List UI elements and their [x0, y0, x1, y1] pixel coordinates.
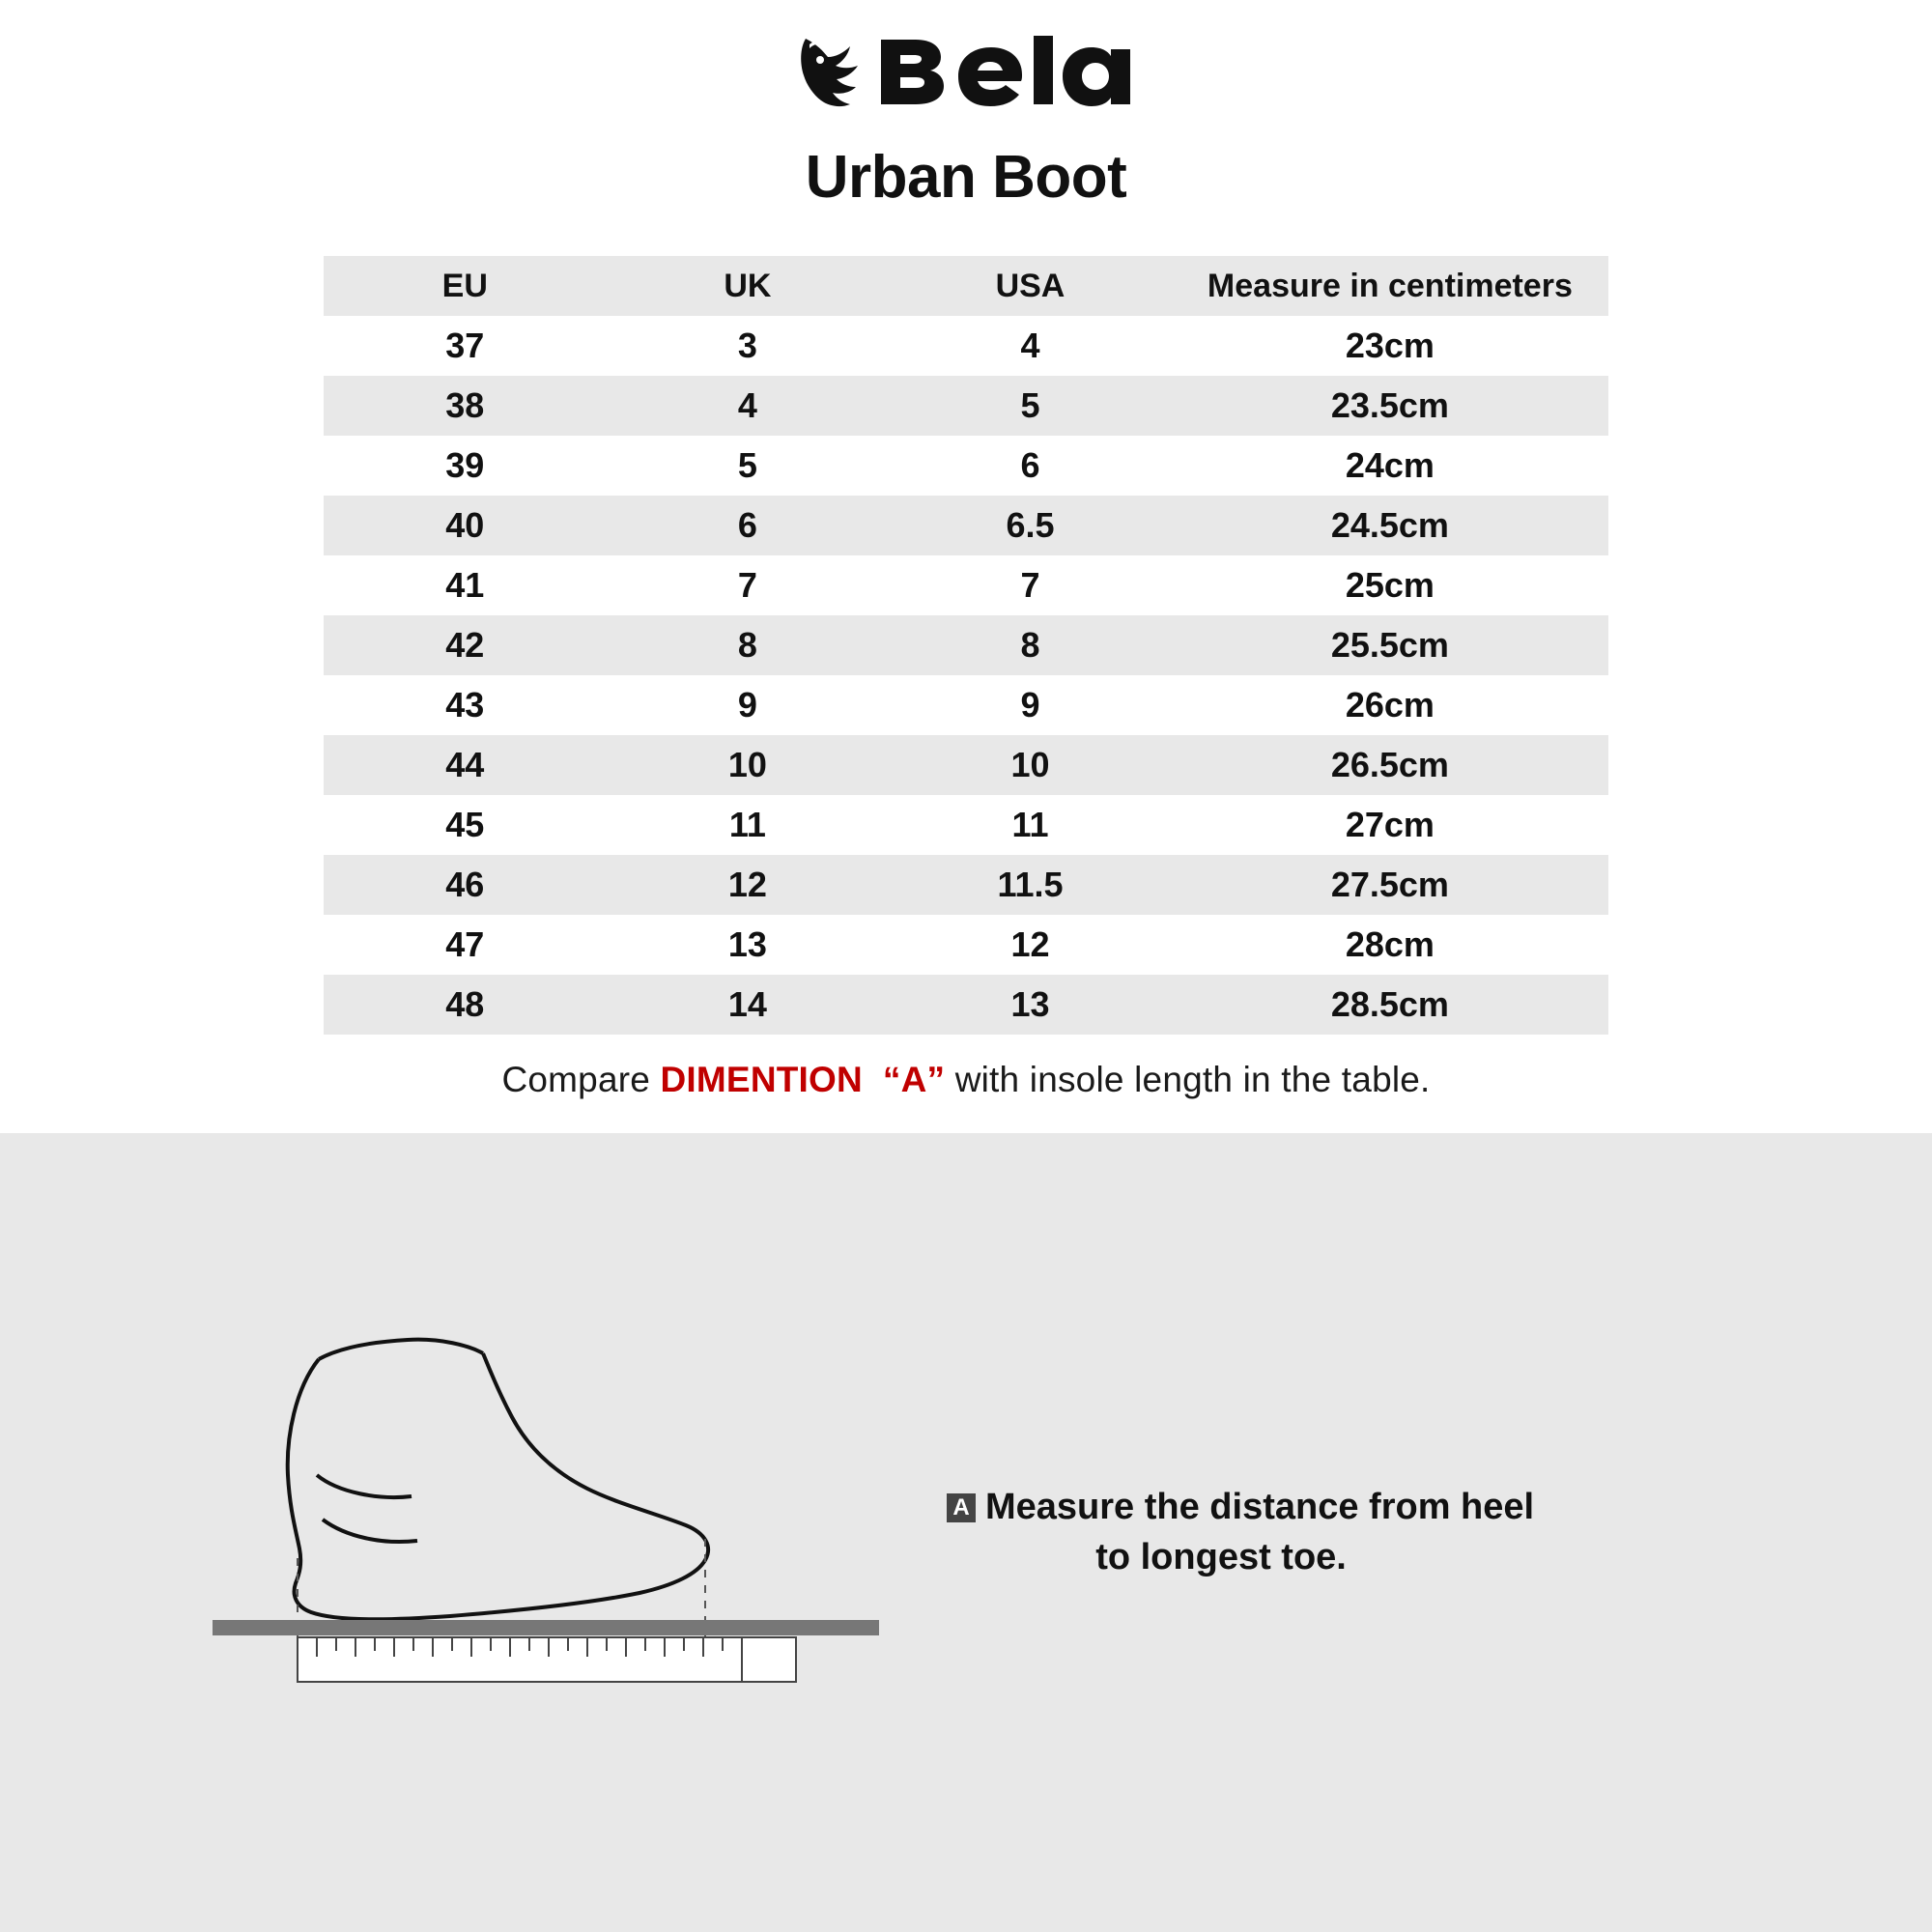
table-row [324, 555, 1608, 615]
cell-cm: 24cm [1345, 445, 1435, 485]
measure-instruction-line2: to longest toe. [1095, 1536, 1347, 1577]
page-header [0, 0, 1932, 212]
cell-uk: 6 [607, 496, 890, 555]
page-title: Urban Boot [805, 144, 1127, 211]
column-header-cm: Measure in centimeters [1172, 256, 1608, 316]
compare-note-part2: with insole length in the table. [945, 1060, 1431, 1099]
cell-eu: 46 [324, 855, 607, 915]
cell-uk: 13 [727, 924, 767, 964]
cell-eu: 42 [324, 615, 607, 675]
table-row [324, 735, 1608, 795]
cell-cm: 26.5cm [1172, 735, 1608, 795]
cell-uk: 9 [737, 685, 757, 724]
compare-note-dimension: DIMENTION [660, 1060, 863, 1099]
cell-uk: 7 [737, 565, 757, 605]
table-row [324, 615, 1608, 675]
cell-uk: 8 [607, 615, 890, 675]
table-row [324, 436, 1608, 496]
cell-usa: 6.5 [889, 496, 1172, 555]
cell-usa: 10 [889, 735, 1172, 795]
cell-eu: 37 [445, 326, 485, 365]
size-table [324, 256, 1608, 1035]
cell-cm: 27.5cm [1172, 855, 1608, 915]
table-row [324, 675, 1608, 735]
compare-note-letter: “A” [882, 1060, 946, 1099]
table-body [324, 316, 1608, 1035]
cell-usa: 6 [1020, 445, 1040, 485]
compare-note-part1: Compare [501, 1060, 661, 1099]
cell-cm: 27cm [1345, 805, 1435, 844]
cell-eu: 40 [324, 496, 607, 555]
cell-uk: 10 [607, 735, 890, 795]
cell-eu: 45 [445, 805, 485, 844]
cell-cm: 25.5cm [1172, 615, 1608, 675]
cell-usa: 11 [1011, 805, 1049, 844]
cell-uk: 11 [728, 805, 766, 844]
cell-eu: 43 [445, 685, 485, 724]
table-row [324, 496, 1608, 555]
table-row [324, 316, 1608, 376]
cell-usa: 13 [889, 975, 1172, 1035]
column-header-eu: EU [324, 256, 607, 316]
cell-eu: 41 [445, 565, 485, 605]
cell-eu: 47 [445, 924, 485, 964]
cell-cm: 23cm [1345, 326, 1435, 365]
cell-usa: 5 [889, 376, 1172, 436]
table-row [324, 855, 1608, 915]
cell-uk: 5 [737, 445, 757, 485]
measure-instruction-line1: Measure the distance from heel [985, 1487, 1535, 1528]
brand-wordmark [877, 34, 1136, 114]
cell-usa: 4 [1020, 326, 1040, 365]
table-row [324, 975, 1608, 1035]
cell-cm: 28cm [1345, 924, 1435, 964]
cell-cm: 26cm [1345, 685, 1435, 724]
cell-cm: 23.5cm [1172, 376, 1608, 436]
column-header-uk: UK [607, 256, 890, 316]
cell-eu: 38 [324, 376, 607, 436]
column-header-usa: USA [889, 256, 1172, 316]
cell-uk: 3 [737, 326, 757, 365]
cell-usa: 9 [1020, 685, 1040, 724]
cell-uk: 12 [607, 855, 890, 915]
table-row [324, 376, 1608, 436]
brand-logo [0, 25, 1932, 122]
cell-eu: 39 [445, 445, 485, 485]
table-row [324, 795, 1608, 855]
foot-diagram [203, 1330, 879, 1736]
size-table-container [324, 256, 1608, 1035]
cell-usa: 12 [1010, 924, 1050, 964]
table-header-row [324, 256, 1608, 316]
cell-usa: 8 [889, 615, 1172, 675]
cell-usa: 11.5 [889, 855, 1172, 915]
cell-usa: 7 [1020, 565, 1040, 605]
table-row [324, 915, 1608, 975]
bear-head-icon [796, 31, 867, 116]
measure-instruction [947, 1483, 1534, 1582]
cell-eu: 48 [324, 975, 607, 1035]
cell-eu: 44 [324, 735, 607, 795]
compare-note [0, 1060, 1932, 1100]
dimension-a-badge: A [947, 1493, 976, 1522]
cell-uk: 14 [607, 975, 890, 1035]
cell-cm: 24.5cm [1172, 496, 1608, 555]
cell-cm: 25cm [1345, 565, 1435, 605]
cell-cm: 28.5cm [1172, 975, 1608, 1035]
measurement-panel [0, 1133, 1932, 1932]
cell-uk: 4 [607, 376, 890, 436]
